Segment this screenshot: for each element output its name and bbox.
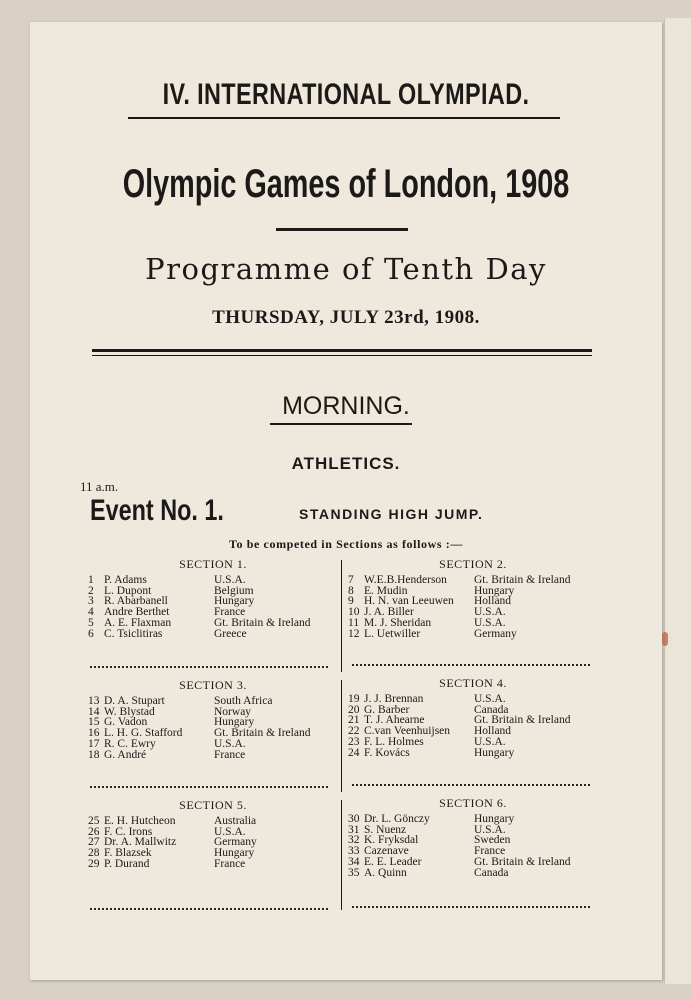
entry-number: 20 <box>348 703 360 716</box>
entry-number: 24 <box>348 746 360 759</box>
entry-number: 27 <box>88 836 100 849</box>
section-title: SECTION 4. <box>439 676 507 690</box>
sport-heading: ATHLETICS. <box>291 454 401 473</box>
session-underline <box>270 423 412 425</box>
athlete-country: Hungary <box>474 812 515 825</box>
athlete-country: Hungary <box>214 595 255 608</box>
entry-number: 33 <box>348 845 360 858</box>
athlete-name: E. E. Leader <box>364 855 422 868</box>
section-3 <box>88 680 338 761</box>
athlete-name: K. Fryksdal <box>364 834 419 847</box>
games-title: Olympic Games of London, 1908 <box>122 162 570 206</box>
athlete-country: Belgium <box>214 584 254 597</box>
entry-number: 14 <box>88 705 100 718</box>
column-divider <box>341 560 342 672</box>
event-number: Event No. 1. <box>90 494 224 527</box>
entry-row <box>348 575 598 586</box>
athlete-name: R. Abarbanell <box>104 595 168 608</box>
paper-stain <box>662 632 668 646</box>
entry-number: 15 <box>88 716 100 729</box>
athlete-country: Canada <box>474 703 509 716</box>
athlete-country: U.S.A. <box>474 823 506 836</box>
title-underline <box>128 117 560 119</box>
dotted-separator <box>352 784 590 786</box>
athlete-name: J. J. Brennan <box>364 692 424 705</box>
athlete-country: France <box>214 606 246 619</box>
athlete-name: W.E.B.Henderson <box>364 573 447 586</box>
athlete-country: Hungary <box>474 746 515 759</box>
double-rule-thick <box>92 349 592 352</box>
athlete-name: F. Blazsek <box>104 847 152 860</box>
entry-row <box>88 750 338 761</box>
section-title: SECTION 1. <box>179 557 247 571</box>
athlete-name: Dr. A. Mallwitz <box>104 836 177 849</box>
athlete-country: Australia <box>214 814 257 827</box>
event-time: 11 a.m. <box>80 479 119 494</box>
athlete-name: R. C. Ewry <box>104 737 156 750</box>
back-page-edge <box>664 18 691 984</box>
athlete-country: Sweden <box>474 834 511 847</box>
athlete-country: Canada <box>474 866 509 879</box>
entry-row <box>348 868 598 879</box>
athlete-name: G. André <box>104 748 147 761</box>
entry-number: 13 <box>88 694 100 707</box>
athlete-country: U.S.A. <box>474 692 506 705</box>
entry-row <box>88 575 338 586</box>
entry-number: 9 <box>348 595 354 608</box>
dotted-separator <box>90 786 328 788</box>
athlete-country: U.S.A. <box>474 735 506 748</box>
athlete-country: Hungary <box>214 847 255 860</box>
athlete-name: H. N. van Leeuwen <box>364 595 454 608</box>
athlete-name: P. Durand <box>104 857 150 870</box>
athlete-name: D. A. Stupart <box>104 694 165 707</box>
entry-row <box>348 814 598 825</box>
entry-row <box>348 694 598 705</box>
athlete-name: J. A. Biller <box>364 606 414 619</box>
column-divider <box>341 800 342 910</box>
athlete-name: L. Dupont <box>104 584 152 597</box>
short-divider <box>276 228 408 231</box>
entry-row <box>88 629 338 640</box>
entry-number: 25 <box>88 814 100 827</box>
athlete-name: Andre Berthet <box>104 606 170 619</box>
entry-number: 6 <box>88 627 94 640</box>
athlete-country: France <box>474 845 506 858</box>
programme-page <box>30 22 662 980</box>
session-heading: MORNING. <box>282 392 410 420</box>
entry-row <box>88 816 338 827</box>
section-title: SECTION 5. <box>179 798 247 812</box>
entry-number: 8 <box>348 584 354 597</box>
double-rule-thin <box>92 355 592 356</box>
athlete-name: L. H. G. Stafford <box>104 727 183 740</box>
athlete-country: U.S.A. <box>214 737 246 750</box>
athlete-name: G. Barber <box>364 703 410 716</box>
athlete-name: F. L. Holmes <box>364 735 424 748</box>
section-4 <box>348 678 598 759</box>
section-5 <box>88 800 338 870</box>
athlete-name: M. J. Sheridan <box>364 616 432 629</box>
athlete-name: L. Uetwiller <box>364 627 421 640</box>
section-title: SECTION 3. <box>179 678 247 692</box>
entry-row <box>348 629 598 640</box>
entry-number: 19 <box>348 692 360 705</box>
entry-number: 35 <box>348 866 360 879</box>
dotted-separator <box>352 664 590 666</box>
athlete-name: C. Tsiclitiras <box>104 627 163 640</box>
section-title: SECTION 6. <box>439 796 507 810</box>
athlete-country: Hungary <box>214 716 255 729</box>
athlete-country: Gt. Britain & Ireland <box>474 573 571 586</box>
athlete-name: G. Vadon <box>104 716 148 729</box>
section-6 <box>348 798 598 879</box>
entry-number: 17 <box>88 737 100 750</box>
athlete-name: F. C. Irons <box>104 825 153 838</box>
section-2 <box>348 559 598 640</box>
entry-number: 32 <box>348 834 360 847</box>
entry-number: 3 <box>88 595 94 608</box>
athlete-country: Gt. Britain & Ireland <box>474 714 571 727</box>
dotted-separator <box>90 666 328 668</box>
athlete-country: Holland <box>474 595 512 608</box>
dotted-separator <box>90 908 328 910</box>
athlete-country: Germany <box>474 627 517 640</box>
entry-number: 29 <box>88 857 100 870</box>
athlete-name: E. H. Hutcheon <box>104 814 176 827</box>
entry-number: 12 <box>348 627 360 640</box>
athlete-name: A. Quinn <box>364 866 407 879</box>
programme-title: Programme of Tenth Day <box>145 252 547 286</box>
entry-row <box>348 748 598 759</box>
athlete-country: U.S.A. <box>474 616 506 629</box>
entry-number: 4 <box>88 606 94 619</box>
event-name: STANDING HIGH JUMP. <box>299 506 484 522</box>
entry-number: 26 <box>88 825 100 838</box>
entry-number: 2 <box>88 584 94 597</box>
programme-date: THURSDAY, JULY 23rd, 1908. <box>212 307 480 328</box>
athlete-country: U.S.A. <box>474 606 506 619</box>
athlete-name: T. J. Ahearne <box>364 714 425 727</box>
entry-row <box>88 859 338 870</box>
entry-number: 1 <box>88 573 94 586</box>
section-1 <box>88 559 338 640</box>
athlete-name: W. Blystad <box>104 705 155 718</box>
entry-number: 5 <box>88 616 94 629</box>
athlete-name: Dr. L. Gönczy <box>364 812 430 825</box>
athlete-country: Gt. Britain & Ireland <box>214 727 311 740</box>
athlete-name: Cazenave <box>364 845 409 858</box>
entry-number: 18 <box>88 748 100 761</box>
athlete-country: Holland <box>474 725 512 738</box>
entry-number: 30 <box>348 812 360 825</box>
athlete-country: Hungary <box>474 584 515 597</box>
entry-number: 11 <box>348 616 360 629</box>
entry-number: 7 <box>348 573 354 586</box>
entry-row <box>88 696 338 707</box>
athlete-name: P. Adams <box>104 573 147 586</box>
athlete-country: South Africa <box>214 694 273 707</box>
athlete-country: U.S.A. <box>214 573 246 586</box>
entry-number: 10 <box>348 606 360 619</box>
athlete-country: Gt. Britain & Ireland <box>214 616 311 629</box>
athlete-name: S. Nuenz <box>364 823 407 836</box>
section-title: SECTION 2. <box>439 557 507 571</box>
entry-number: 23 <box>348 735 360 748</box>
athlete-country: Gt. Britain & Ireland <box>474 855 571 868</box>
athlete-country: France <box>214 748 246 761</box>
olympiad-title: IV. INTERNATIONAL OLYMPIAD. <box>162 78 530 111</box>
athlete-country: Germany <box>214 836 257 849</box>
column-divider <box>341 680 342 792</box>
entry-number: 31 <box>348 823 360 836</box>
entry-number: 22 <box>348 725 360 738</box>
athlete-name: A. E. Flaxman <box>104 616 172 629</box>
entry-number: 16 <box>88 727 100 740</box>
entry-number: 28 <box>88 847 100 860</box>
entry-number: 34 <box>348 855 360 868</box>
athlete-country: U.S.A. <box>214 825 246 838</box>
dotted-separator <box>352 906 590 908</box>
athlete-country: Greece <box>214 627 247 640</box>
athlete-country: Norway <box>214 705 252 718</box>
athlete-name: E. Mudin <box>364 584 408 597</box>
athlete-country: France <box>214 857 246 870</box>
sections-intro: To be competed in Sections as follows :— <box>229 537 463 551</box>
athlete-name: F. Kovács <box>364 746 410 759</box>
entry-number: 21 <box>348 714 360 727</box>
athlete-name: C.van Veenhuijsen <box>364 725 451 738</box>
